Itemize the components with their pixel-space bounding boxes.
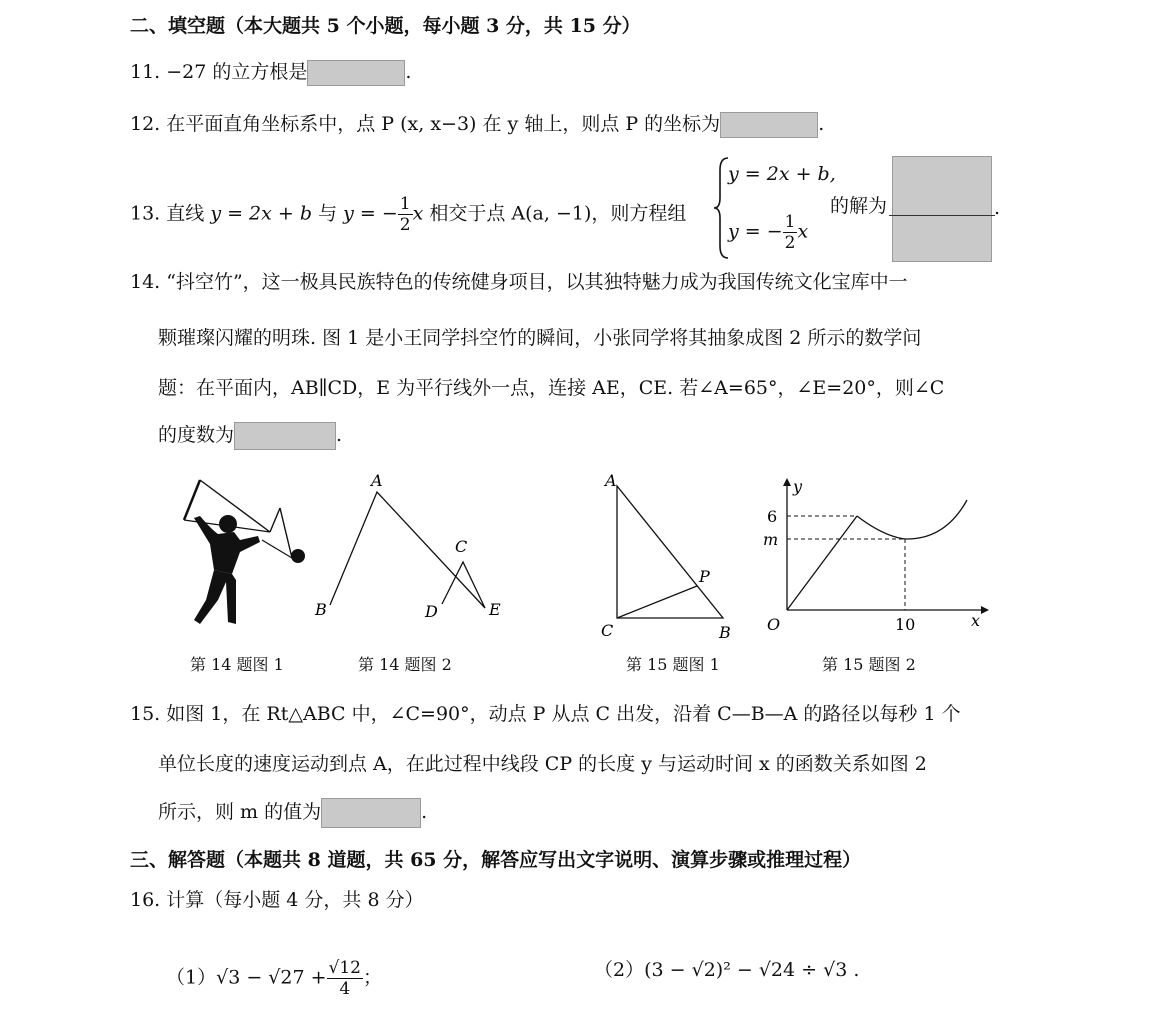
- q13-prefix: 13. 直线: [130, 202, 205, 225]
- q16-part1-label: （1）: [166, 966, 217, 989]
- caption-15-2: 第 15 题图 2: [822, 655, 916, 674]
- q14-line2: 颗璀璨闪耀的明珠. 图 1 是小王同学抖空竹的瞬间，小张同学将其抽象成图 2 所示的数学问: [158, 327, 922, 349]
- q12-end: .: [818, 113, 825, 135]
- f14-label-B: B: [315, 600, 327, 619]
- q15-end: .: [421, 801, 428, 823]
- graph-x-label: x: [971, 611, 981, 630]
- f14-label-D: D: [425, 602, 438, 621]
- f15-label-P: P: [699, 567, 710, 586]
- caption-15-1: 第 15 题图 1: [626, 655, 720, 674]
- system-fraction: [783, 212, 798, 253]
- system-eq2-end: x: [797, 220, 809, 243]
- q14-line1: 14. “抖空竹”，这一极具民族特色的传统健身项目，以其独特魅力成为我国传统文化宝库中一: [130, 271, 908, 293]
- q16-part1-expr: √3 − √27 +: [216, 966, 327, 989]
- q16-part1: [166, 958, 382, 999]
- system-eq2: [728, 212, 808, 253]
- caption-14-1: 第 14 题图 1: [190, 655, 284, 674]
- q13-frac-denominator: 2: [399, 215, 411, 235]
- answer-blank-12[interactable]: [720, 112, 818, 138]
- q11-text: 11. −27 的立方根是: [130, 61, 308, 83]
- question-11: [130, 60, 411, 86]
- f14-label-C: C: [455, 537, 468, 556]
- answer-blank-11[interactable]: [307, 60, 405, 86]
- section3-heading: 三、解答题（本题共 8 道题，共 65 分，解答应写出文字说明、演算步骤或推理过程）: [130, 849, 862, 871]
- q13-fraction: [398, 194, 413, 235]
- q16-part1-end: ；: [363, 966, 383, 989]
- q13-intersection-text: 相交于点 A(a, −1)，则方程组: [429, 202, 687, 225]
- answer-blank-13[interactable]: [892, 156, 992, 262]
- q16-part1-fraction: [327, 958, 363, 999]
- q16-part2: [594, 958, 859, 982]
- caption-14-2: 第 14 题图 2: [358, 655, 452, 674]
- q13-frac-numerator: 1: [399, 194, 411, 214]
- system-eq2-start: y = −: [728, 220, 783, 243]
- q15-line3-text: 所示，则 m 的值为: [158, 801, 322, 823]
- q15-line3: [158, 798, 427, 828]
- section2-heading: 二、填空题（本大题共 5 个小题，每小题 3 分，共 15 分）: [130, 15, 641, 37]
- graph-origin-label: O: [767, 615, 781, 634]
- q13-line1-equation: y = 2x + b: [210, 202, 313, 225]
- f15-label-C: C: [601, 621, 614, 640]
- f15-label-A: A: [605, 471, 617, 490]
- system-frac-denominator: 2: [784, 233, 796, 253]
- graph-tick-m: m: [763, 530, 779, 549]
- q14-line4: [158, 422, 342, 450]
- figure-14-2-diagram: [305, 470, 520, 630]
- q13-line2-equation-end: x: [412, 202, 424, 225]
- q16-title: 16. 计算（每小题 4 分，共 8 分）: [130, 889, 424, 911]
- system-eq1: y = 2x + b,: [728, 163, 836, 185]
- f14-label-A: A: [371, 471, 383, 490]
- q12-text: 12. 在平面直角坐标系中，点 P (x, x−3) 在 y 轴上，则点 P 的坐标为: [130, 113, 721, 135]
- figure-15-2-graph: [755, 470, 995, 645]
- question-12: [130, 112, 824, 138]
- f15-label-B: B: [719, 623, 731, 642]
- q14-end: .: [336, 424, 343, 446]
- q14-line4-text: 的度数为: [158, 424, 235, 446]
- graph-tick-6: 6: [767, 507, 778, 526]
- answer-blank-15[interactable]: [321, 798, 421, 828]
- q16-part2-expr: (3 − √2)² − √24 ÷ √3 .: [644, 959, 860, 981]
- q16-part1-denominator: 4: [339, 979, 351, 999]
- q15-line1: 15. 如图 1，在 Rt△ABC 中，∠C=90°，动点 P 从点 C 出发，沿着 C—B—A 的路径以每秒 1 个: [130, 703, 961, 725]
- q13-line2-equation-start: y = −: [343, 202, 398, 225]
- q15-line2: 单位长度的速度运动到点 A，在此过程中线段 CP 的长度 y 与运动时间 x 的函数关系如图 2: [158, 753, 927, 775]
- q14-line3: 题：在平面内，AB∥CD，E 为平行线外一点，连接 AE，CE. 若∠A=65°，∠E=20°，则∠C: [158, 377, 945, 399]
- answer-blank-14[interactable]: [234, 422, 336, 450]
- question-13: [130, 194, 686, 235]
- graph-tick-10: 10: [895, 615, 916, 634]
- f14-label-E: E: [489, 600, 501, 619]
- q13-connector: 与: [318, 202, 338, 225]
- q13-suffix: 的解为: [830, 195, 888, 217]
- q16-part2-label: （2）: [594, 959, 645, 981]
- graph-y-label: y: [793, 477, 803, 496]
- q11-end: .: [405, 61, 412, 83]
- q16-part1-numerator: √12: [328, 958, 361, 978]
- diabolo-player-figure: [170, 470, 320, 640]
- q13-end: .: [994, 197, 1001, 219]
- system-frac-numerator: 1: [784, 212, 796, 232]
- figure-15-1-triangle: [595, 470, 745, 645]
